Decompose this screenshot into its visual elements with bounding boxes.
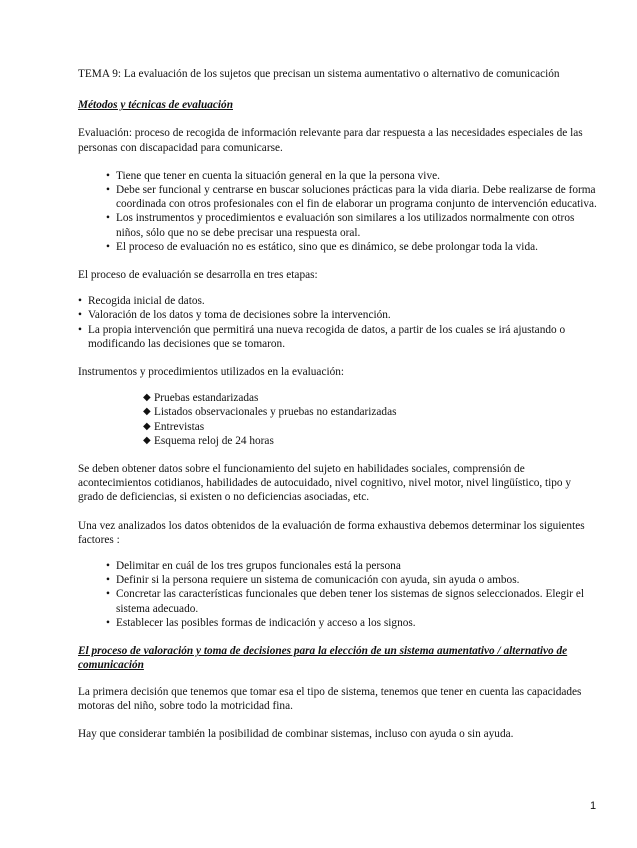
bullet-icon: • [106,240,110,253]
page-number: 1 [590,800,597,812]
diamond-bullet-icon: ◆ [143,420,151,432]
section-heading-decision-process: El proceso de valoración y toma de decisiones para la elección de un sistema aumentativo / alternativo de comunicación [78,645,568,672]
list-item: ◆ Listados observacionales y pruebas no estandarizadas [143,406,397,419]
list-item: • Los instrumentos y procedimientos e evaluación son similares a los utilizados normalmente con otros niños, sólo que no se debe precisar una respuesta oral. [106,212,575,239]
list-item: • El proceso de evaluación no es estático, sino que es dinámico, se debe prolongar toda la vida. [106,240,538,253]
final-paragraph-1: La primera decisión que tenemos que tomar esa el tipo de sistema, tenemos que tener en cuenta las capacidades motoras del niño, sobre todo la motricidad fina. [78,685,582,712]
list-item: • Delimitar en cuál de los tres grupos funcionales está la persona [106,560,401,573]
list-item: • Establecer las posibles formas de indicación y acceso a los signos. [106,616,416,629]
list-item: • Debe ser funcional y centrarse en buscar soluciones prácticas para la vida diaria. Debe realizarse de forma coordinada con otros profesionales con el fin de elaborar un programa conjunto de intervención educativa. [106,184,597,211]
bullet-icon: • [106,169,110,182]
list-item: • Concretar las características funcionales que deben tener los sistemas de signos seleccionados. Elegir el sistema adecuado. [106,588,585,615]
list-item: ◆ Entrevistas [143,420,205,433]
factors-list [106,559,598,630]
evaluation-stages-list [78,294,598,351]
diamond-bullet-icon: ◆ [143,406,151,418]
list-item: ◆ Pruebas estandarizadas [143,392,259,405]
section-heading-methods: Métodos y técnicas de evaluación [78,99,233,112]
evaluation-characteristics-list [106,169,598,254]
document-title: TEMA 9: La evaluación de los sujetos que precisan un sistema aumentativo o alternativo de comunicación [78,68,560,80]
intro-paragraph: Evaluación: proceso de recogida de información relevante para dar respuesta a las necesidades especiales de las personas con discapacidad para comunicarse. [78,127,583,154]
bullet-icon: • [78,295,82,308]
list-item: • Recogida inicial de datos. [78,295,205,308]
list-item: ◆ Esquema reloj de 24 horas [143,434,274,447]
instruments-intro: Instrumentos y procedimientos utilizados en la evaluación: [78,366,345,379]
page-content [78,67,598,755]
instruments-list [143,391,598,448]
list-item: • Valoración de los datos y toma de decisiones sobre la intervención. [78,309,391,322]
stages-intro: El proceso de evaluación se desarrolla en tres etapas: [78,269,318,282]
list-item: • Definir si la persona requiere un sistema de comunicación con ayuda, sin ayuda o ambos. [106,574,520,587]
data-paragraph: Se deben obtener datos sobre el funcionamiento del sujeto en habilidades sociales, comprensión de acontecimientos cotidianos, habilidades de autocuidado, nivel cognitivo, nivel motor, nivel lingüístico, tipo y grado de deficiencias, si existen o no deficiencias asociadas, etc. [78,463,572,504]
bullet-icon: • [78,323,82,336]
final-paragraph-2: Hay que considerar también la posibilidad de combinar sistemas, incluso con ayuda o sin ayuda. [78,727,514,740]
bullet-icon: • [106,588,110,601]
bullet-icon: • [106,574,110,587]
diamond-bullet-icon: ◆ [143,392,151,404]
bullet-icon: • [78,309,82,322]
bullet-icon: • [106,212,110,225]
diamond-bullet-icon: ◆ [143,434,151,446]
list-item: • La propia intervención que permitirá una nueva recogida de datos, a partir de los cuales se irá ajustando o modificando las decisiones que se tomaron. [78,323,566,350]
bullet-icon: • [106,560,110,573]
factors-intro: Una vez analizados los datos obtenidos de la evaluación de forma exhaustiva debemos determinar los siguientes factores : [78,519,585,546]
bullet-icon: • [106,616,110,629]
list-item: • Tiene que tener en cuenta la situación general en la que la persona vive. [106,169,440,182]
bullet-icon: • [106,184,110,197]
